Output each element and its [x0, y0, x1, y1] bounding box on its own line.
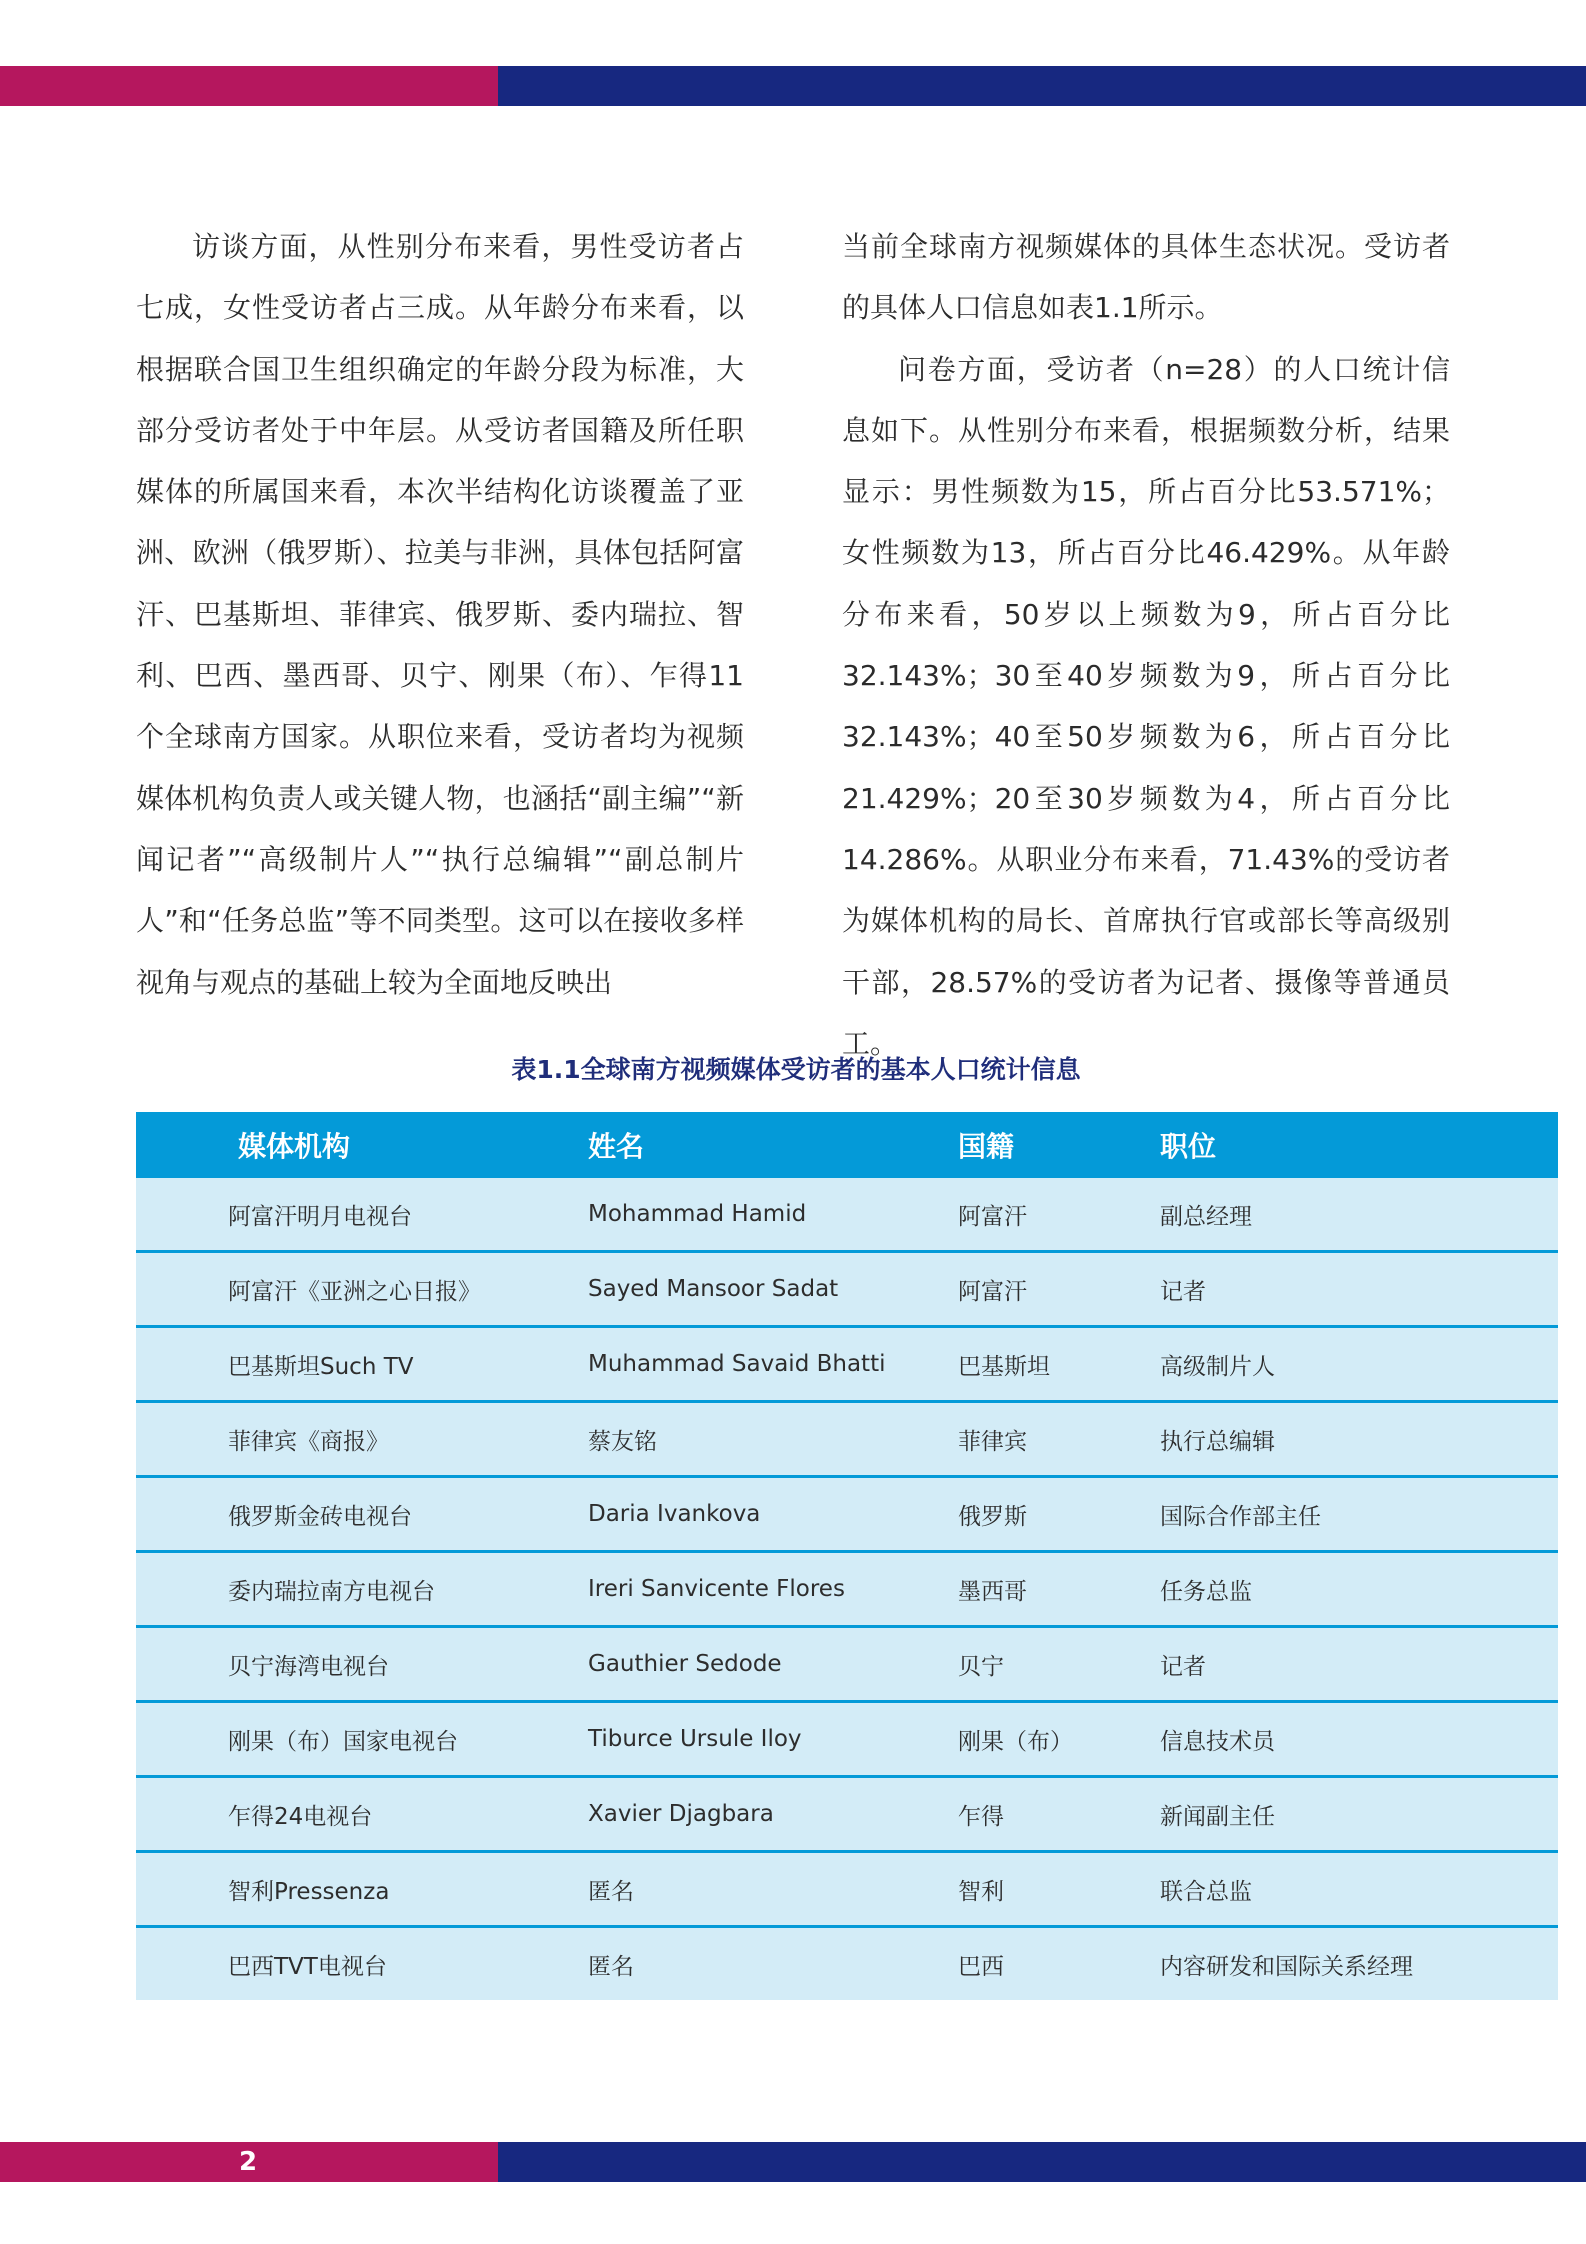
table-row: [136, 1852, 1558, 1927]
cell-media-org: 巴西TVT电视台: [136, 1927, 588, 2001]
top-bar-navy-segment: [498, 66, 1586, 106]
cell-nationality: 巴西: [958, 1927, 1160, 2001]
table-header-row: [136, 1112, 1558, 1178]
cell-position: 国际合作部主任: [1160, 1477, 1558, 1552]
right-text-column: [842, 216, 1450, 1074]
cell-name: Daria Ivankova: [588, 1477, 958, 1552]
cell-name: 蔡友铭: [588, 1402, 958, 1477]
table-row: [136, 1777, 1558, 1852]
cell-name: Ireri Sanvicente Flores: [588, 1552, 958, 1627]
cell-media-org: 阿富汗明月电视台: [136, 1178, 588, 1252]
cell-nationality: 菲律宾: [958, 1402, 1160, 1477]
cell-nationality: 贝宁: [958, 1627, 1160, 1702]
survey-paragraph: 问卷方面，受访者（n=28）的人口统计信息如下。从性别分布来看，根据频数分析，结果显示：男性频数为15，所占百分比53.571%；女性频数为13，所占百分比46.429%。从年龄分布来看，50岁以上频数为9，所占百分比32.143%；30至40岁频数为9，所占百分比32.143%；40至50岁频数为6，所占百分比21.429%；20至30岁频数为4，所占百分比14.286%。从职业分布来看，71.43%的受访者为媒体机构的局长、首席执行官或部长等高级别干部，28.57%的受访者为记者、摄像等普通员工。: [842, 352, 1450, 1060]
cell-media-org: 巴基斯坦Such TV: [136, 1327, 588, 1402]
table-row: [136, 1702, 1558, 1777]
cell-position: 新闻副主任: [1160, 1777, 1558, 1852]
cell-name: 匿名: [588, 1927, 958, 2001]
cell-media-org: 菲律宾《商报》: [136, 1402, 588, 1477]
header-position: 职位: [1160, 1112, 1558, 1178]
demographics-table: [136, 1112, 1558, 2000]
cell-position: 记者: [1160, 1252, 1558, 1327]
interview-paragraph-continuation: 当前全球南方视频媒体的具体生态状况。受访者的具体人口信息如表1.1所示。: [842, 230, 1450, 325]
cell-position: 联合总监: [1160, 1852, 1558, 1927]
cell-position: 信息技术员: [1160, 1702, 1558, 1777]
cell-nationality: 巴基斯坦: [958, 1327, 1160, 1402]
cell-media-org: 俄罗斯金砖电视台: [136, 1477, 588, 1552]
table-row: [136, 1252, 1558, 1327]
cell-name: Tiburce Ursule Iloy: [588, 1702, 958, 1777]
table-row: [136, 1477, 1558, 1552]
cell-position: 任务总监: [1160, 1552, 1558, 1627]
cell-nationality: 俄罗斯: [958, 1477, 1160, 1552]
cell-name: Sayed Mansoor Sadat: [588, 1252, 958, 1327]
top-bar-magenta-segment: [0, 66, 498, 106]
table-row: [136, 1178, 1558, 1252]
cell-position: 内容研发和国际关系经理: [1160, 1927, 1558, 2001]
header-nationality: 国籍: [958, 1112, 1160, 1178]
cell-position: 执行总编辑: [1160, 1402, 1558, 1477]
cell-name: Mohammad Hamid: [588, 1178, 958, 1252]
table-row: [136, 1552, 1558, 1627]
cell-media-org: 刚果（布）国家电视台: [136, 1702, 588, 1777]
cell-position: 记者: [1160, 1627, 1558, 1702]
table-row: [136, 1627, 1558, 1702]
cell-media-org: 智利Pressenza: [136, 1852, 588, 1927]
cell-media-org: 乍得24电视台: [136, 1777, 588, 1852]
top-decorative-bar: [0, 66, 1586, 106]
left-text-column: [136, 216, 744, 1013]
cell-nationality: 阿富汗: [958, 1178, 1160, 1252]
table-row: [136, 1402, 1558, 1477]
header-name: 姓名: [588, 1112, 958, 1178]
cell-nationality: 刚果（布）: [958, 1702, 1160, 1777]
cell-nationality: 乍得: [958, 1777, 1160, 1852]
interview-paragraph: 访谈方面，从性别分布来看，男性受访者占七成，女性受访者占三成。从年龄分布来看，以根据联合国卫生组织确定的年龄分段为标准，大部分受访者处于中年层。从受访者国籍及所任职媒体的所属国来看，本次半结构化访谈覆盖了亚洲、欧洲（俄罗斯）、拉美与非洲，具体包括阿富汗、巴基斯坦、菲律宾、俄罗斯、委内瑞拉、智利、巴西、墨西哥、贝宁、刚果（布）、乍得11个全球南方国家。从职位来看，受访者均为视频媒体机构负责人或关键人物，也涵括“副主编”“新闻记者”“高级制片人”“执行总编辑”“副总制片人”和“任务总监”等不同类型。这可以在接收多样视角与观点的基础上较为全面地反映出: [136, 230, 744, 999]
table-caption: 表1.1全球南方视频媒体受访者的基本人口统计信息: [511, 1055, 1081, 1084]
cell-nationality: 阿富汗: [958, 1252, 1160, 1327]
bottom-bar-navy-segment: [498, 2142, 1586, 2182]
page-number: 2: [238, 2147, 258, 2177]
cell-media-org: 阿富汗《亚洲之心日报》: [136, 1252, 588, 1327]
cell-name: Gauthier Sedode: [588, 1627, 958, 1702]
header-media-org: 媒体机构: [136, 1112, 588, 1178]
cell-nationality: 智利: [958, 1852, 1160, 1927]
table-row: [136, 1927, 1558, 2001]
cell-position: 副总经理: [1160, 1178, 1558, 1252]
cell-name: 匿名: [588, 1852, 958, 1927]
cell-media-org: 贝宁海湾电视台: [136, 1627, 588, 1702]
cell-name: Muhammad Savaid Bhatti: [588, 1327, 958, 1402]
table-row: [136, 1327, 1558, 1402]
cell-name: Xavier Djagbara: [588, 1777, 958, 1852]
cell-position: 高级制片人: [1160, 1327, 1558, 1402]
cell-nationality: 墨西哥: [958, 1552, 1160, 1627]
cell-media-org: 委内瑞拉南方电视台: [136, 1552, 588, 1627]
